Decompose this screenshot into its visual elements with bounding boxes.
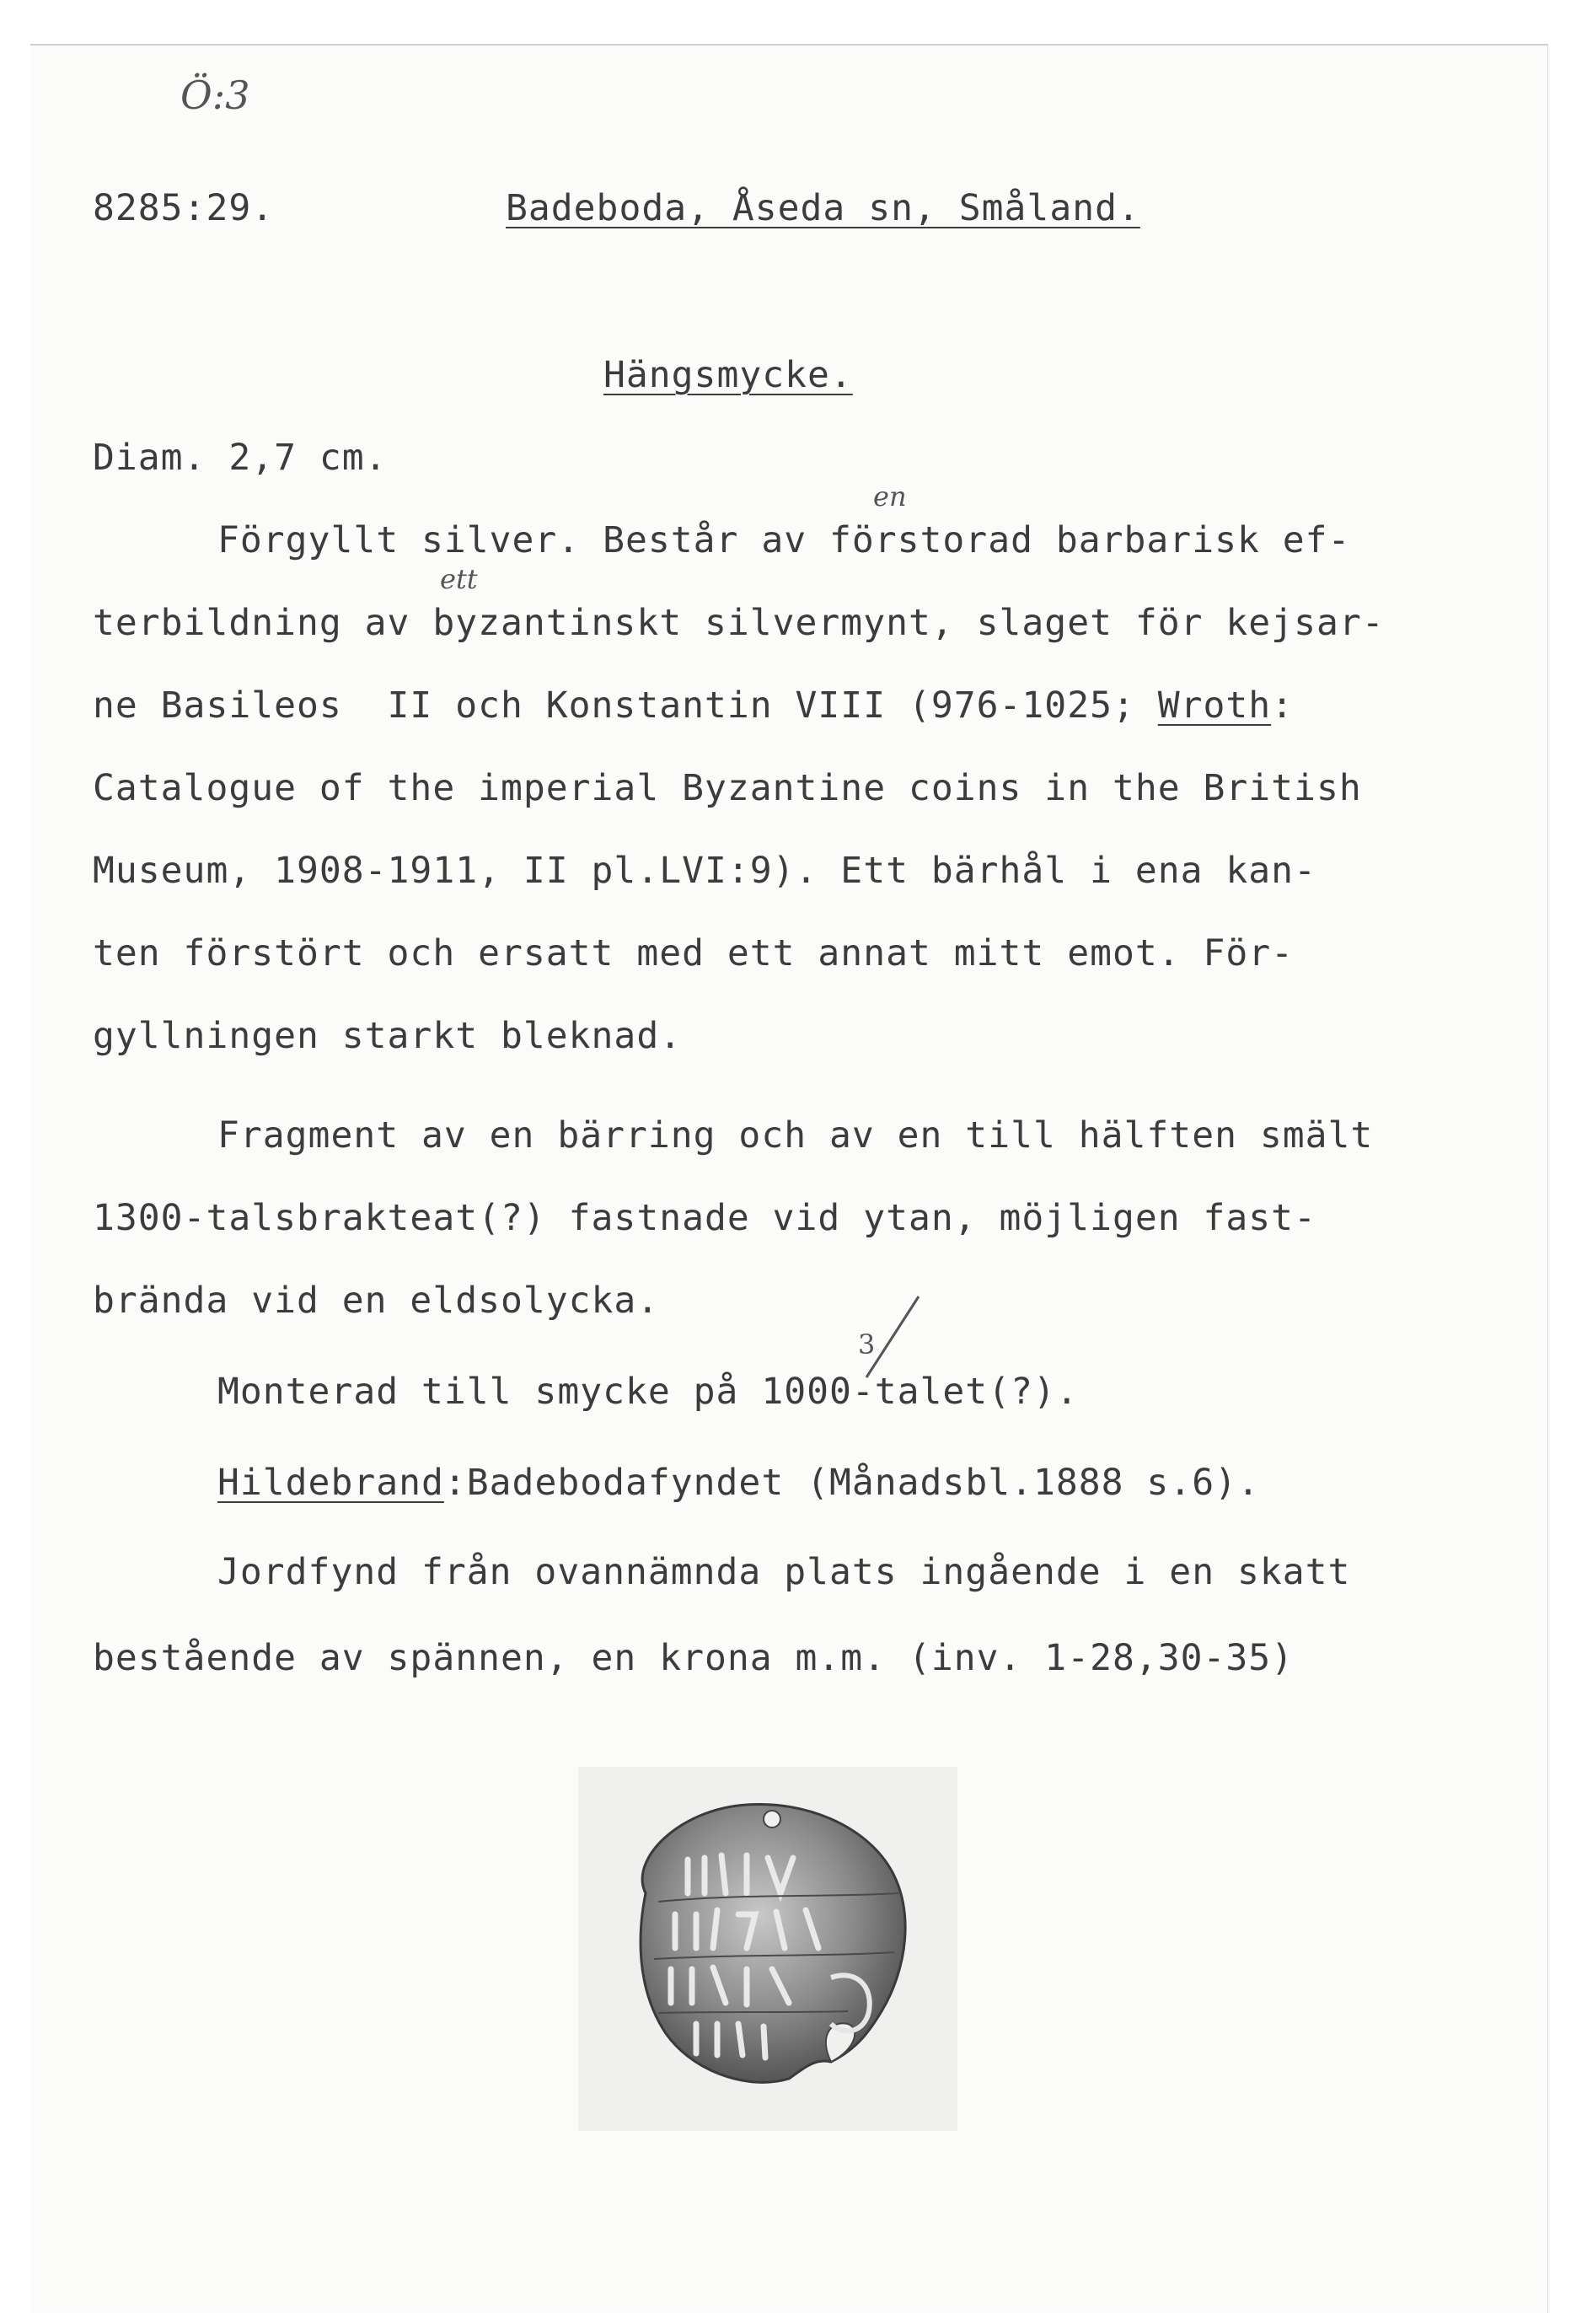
diameter: Diam. 2,7 cm. xyxy=(93,437,388,479)
text-line-8: Fragment av en bärring och av en till hälften smält xyxy=(217,1114,1374,1157)
text-line-4: Catalogue of the imperial Byzantine coins in the British xyxy=(93,767,1362,809)
text-line-3: ne Basileos II och Konstantin VIII (976-1025; Wroth: xyxy=(93,684,1295,727)
author-wroth: Wroth xyxy=(1157,684,1272,727)
insertion-3: 3 xyxy=(858,1328,876,1361)
text-line-13: Jordfynd från ovannämnda plats ingående i en skatt xyxy=(217,1551,1351,1593)
insertion-ett: ett xyxy=(440,563,478,595)
text-line-1: Förgyllt silver. Består av förstorad barbarisk ef- xyxy=(217,519,1351,561)
coin-pendant-photo xyxy=(578,1767,957,2131)
text-line-9: 1300-talsbrakteat(?) fastnade vid ytan, möjligen fast- xyxy=(93,1197,1316,1239)
coin-image xyxy=(578,1767,957,2131)
text-line-7: gyllningen starkt bleknad. xyxy=(93,1015,683,1057)
text-line-10: brända vid en eldsolycka. xyxy=(93,1280,660,1322)
object-title: Hängsmycke. xyxy=(603,354,853,396)
handwritten-shelf-mark: Ö:3 xyxy=(180,72,250,118)
correction-stroke xyxy=(851,1290,927,1382)
text-line-2: terbildning av byzantinskt silvermynt, slaget för kejsar- xyxy=(93,602,1385,644)
find-location: Badeboda, Åseda sn, Småland. xyxy=(506,187,1140,229)
text-line-11: Monterad till smycke på 1000-talet(?). xyxy=(217,1371,1079,1413)
inventory-number: 8285:29. xyxy=(93,187,275,229)
text-line-6: ten förstört och ersatt med ett annat mitt emot. För- xyxy=(93,932,1295,974)
text-line-14: bestående av spännen, en krona m.m. (inv. 1-28,30-35) xyxy=(93,1637,1295,1679)
author-hildebrand: Hildebrand xyxy=(217,1462,444,1504)
insertion-en: en xyxy=(873,480,907,513)
text-line-5: Museum, 1908-1911, II pl.LVI:9). Ett bärhål i ena kan- xyxy=(93,850,1316,892)
text-line-12: Hildebrand:Badebodafyndet (Månadsbl.1888 s.6). xyxy=(217,1462,1260,1504)
